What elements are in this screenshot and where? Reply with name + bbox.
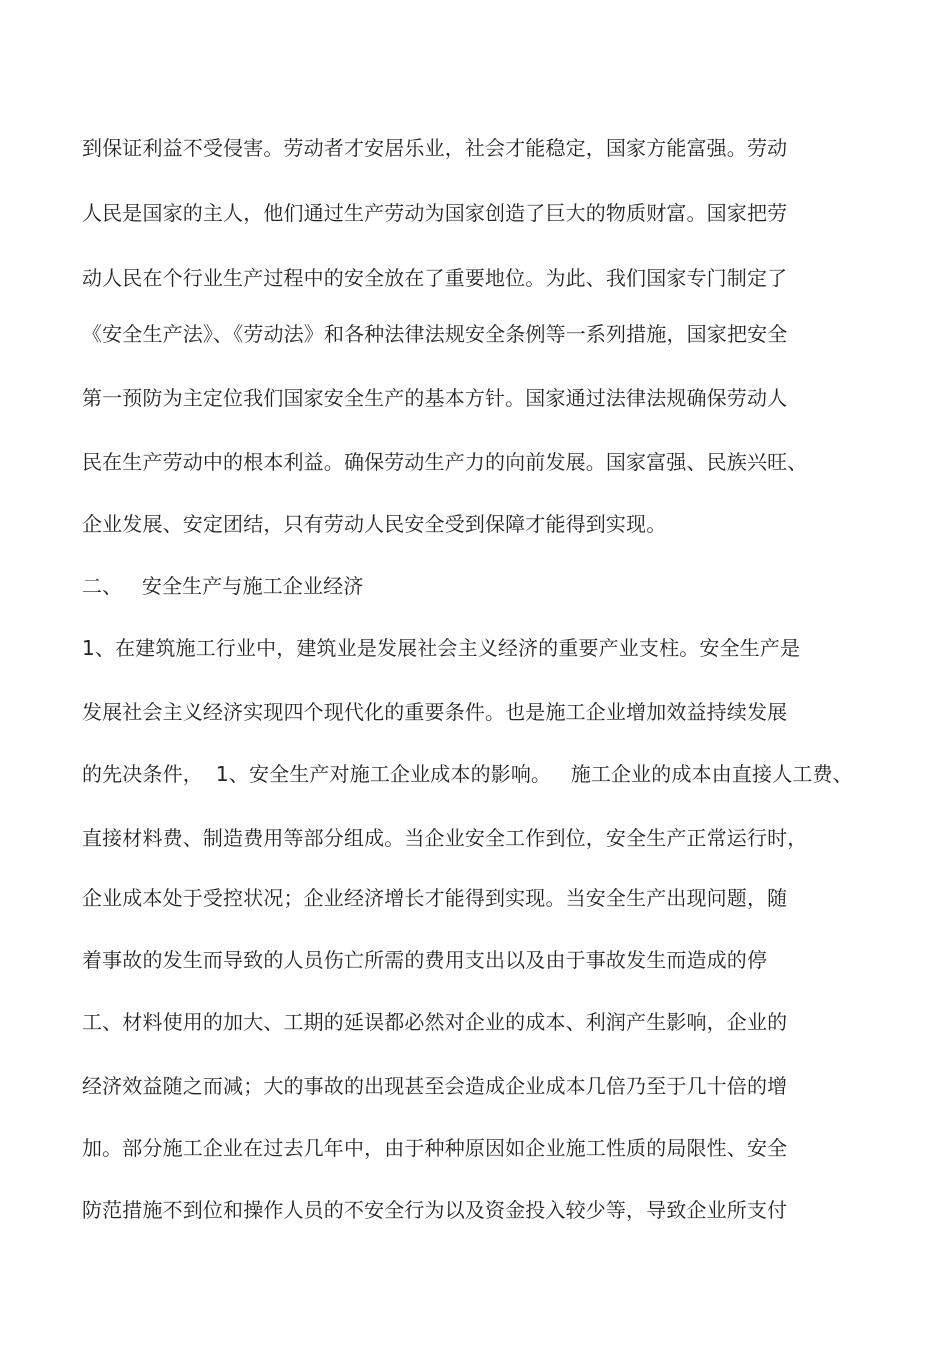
text-line: 《安全生产法》、《劳动法》和各种法律法规安全条例等一系列措施，国家把安全 [82, 322, 788, 346]
text-line: 着事故的发生而导致的人员伤亡所需的费用支出以及由于事故发生而造成的停 [82, 948, 768, 972]
text-line: 企业成本处于受控状况；企业经济增长才能得到实现。当安全生产出现问题，随 [82, 886, 788, 910]
text-line: 工、材料使用的加大、工期的延误都必然对企业的成本、利润产生影响，企业的 [82, 1010, 788, 1034]
text-line: 1、在建筑施工行业中，建筑业是发展社会主义经济的重要产业支柱。安全生产是 [82, 636, 801, 660]
section-heading: 二、 安全生产与施工企业经济 [82, 574, 364, 598]
text-line: 到保证利益不受侵害。劳动者才安居乐业，社会才能稳定，国家方能富强。劳动 [82, 136, 788, 160]
text-line: 第一预防为主定位我们国家安全生产的基本方针。国家通过法律法规确保劳动人 [82, 386, 788, 410]
text-line: 动人民在个行业生产过程中的安全放在了重要地位。为此、我们国家专门制定了 [82, 266, 788, 290]
text-line: 加。部分施工企业在过去几年中，由于种种原因如企业施工性质的局限性、安全 [82, 1136, 788, 1160]
text-line: 直接材料费、制造费用等部分组成。当企业安全工作到位，安全生产正常运行时， [82, 826, 808, 850]
text-line: 经济效益随之而减；大的事故的出现甚至会造成企业成本几倍乃至于几十倍的增 [82, 1074, 788, 1098]
text-line: 人民是国家的主人，他们通过生产劳动为国家创造了巨大的物质财富。国家把劳 [82, 201, 788, 225]
text-line: 的先决条件， 1、安全生产对施工企业成本的影响。 施工企业的成本由直接人工费、 [82, 762, 853, 786]
text-line: 发展社会主义经济实现四个现代化的重要条件。也是施工企业增加效益持续发展 [82, 700, 788, 724]
text-line: 民在生产劳动中的根本利益。确保劳动生产力的向前发展。国家富强、民族兴旺、 [82, 450, 808, 474]
text-line: 企业发展、安定团结，只有劳动人民安全受到保障才能得到实现。 [82, 512, 667, 536]
text-line: 防范措施不到位和操作人员的不安全行为以及资金投入较少等，导致企业所支付 [82, 1198, 788, 1222]
